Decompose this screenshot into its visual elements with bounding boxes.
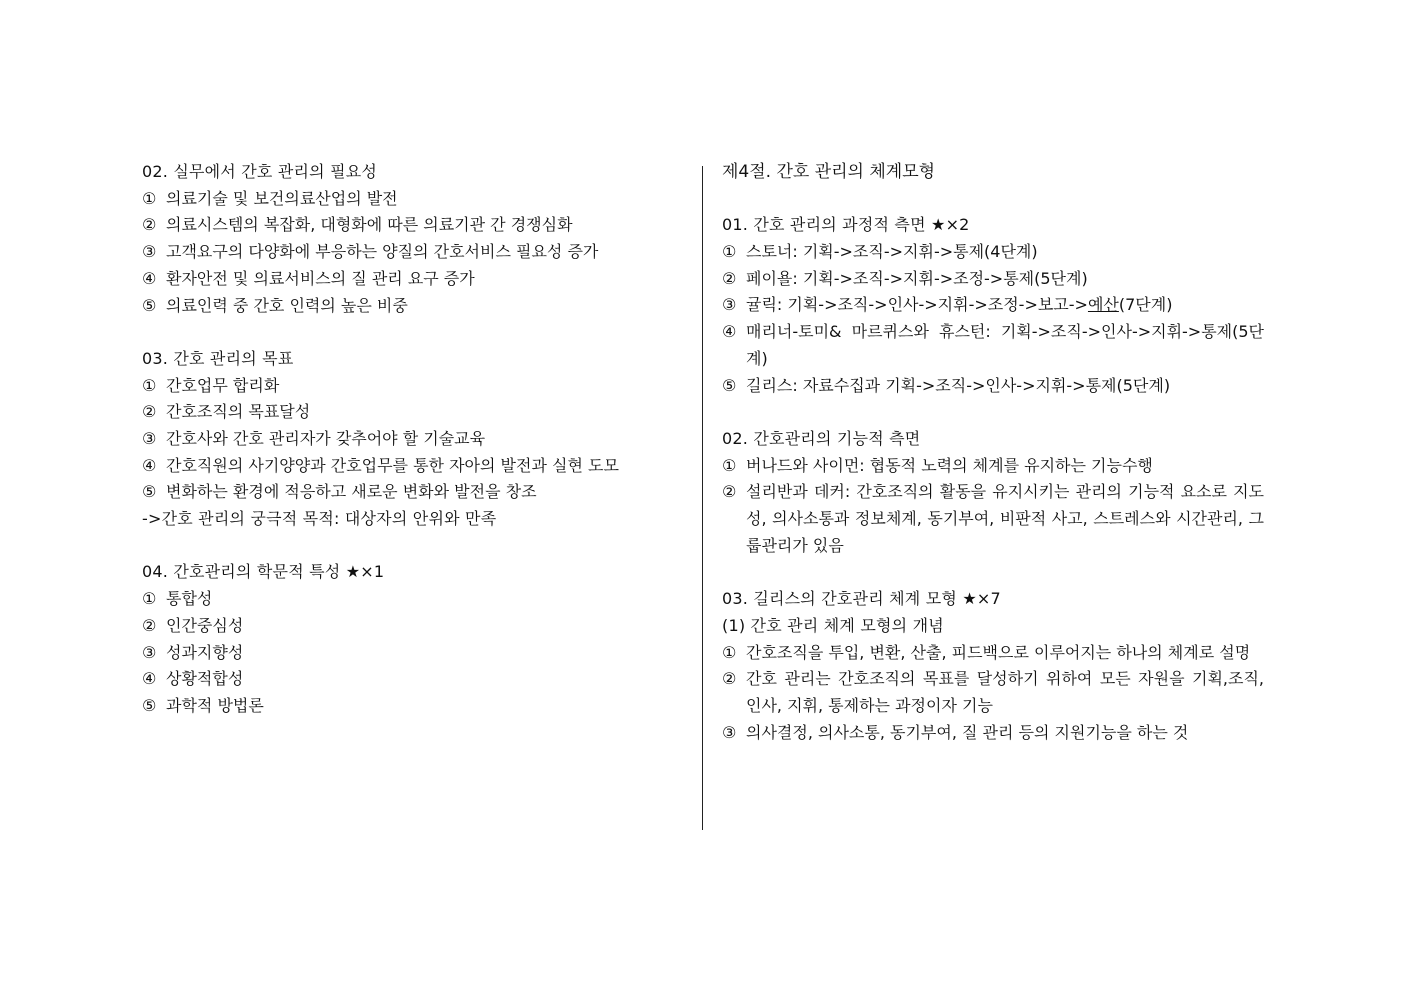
item-number: ③ — [722, 295, 737, 315]
list-item — [142, 373, 687, 400]
item-number: ① — [142, 375, 157, 395]
item-number: ② — [722, 482, 737, 502]
section-heading-academic-traits: 04. 간호관리의 학문적 특성 ★×1 — [142, 562, 385, 582]
spacer — [722, 399, 1264, 426]
list-item — [722, 266, 1264, 293]
list-item — [142, 293, 687, 320]
list-item — [722, 666, 1264, 719]
item-text: 설리반과 데커: 간호조직의 활동을 유지시키는 관리의 기능적 요소로 지도성, 의사소통과 정보체계, 동기부여, 비판적 사고, 스트레스와 시간관리, 그룹관리가 있음 — [746, 482, 1264, 555]
item-number: ① — [142, 188, 157, 208]
item-number: ⑤ — [142, 295, 157, 315]
item-text: 간호 관리는 간호조직의 목표를 달성하기 위하여 모든 자원을 기획,조직, 인사, 지휘, 통제하는 과정이자 기능 — [746, 669, 1264, 715]
item-text: 길리스: 자료수집과 기획->조직->인사->지휘->통제(5단계) — [746, 375, 1171, 395]
list-item — [142, 586, 687, 613]
item-text: 성과지향성 — [166, 642, 244, 662]
item-number: ③ — [722, 722, 737, 742]
item-number: ② — [142, 402, 157, 422]
list-item — [722, 453, 1264, 480]
list-item — [142, 239, 687, 266]
item-number: ① — [722, 242, 737, 262]
item-number: ④ — [142, 455, 157, 475]
section-heading-functional: 02. 간호관리의 기능적 측면 — [722, 428, 921, 448]
left-column — [142, 159, 687, 720]
item-text — [746, 292, 1264, 319]
spacer — [142, 533, 687, 560]
item-number: ② — [142, 215, 157, 235]
list-item — [722, 239, 1264, 266]
section-heading-gillies-model: 03. 길리스의 간호관리 체계 모형 ★×7 — [722, 589, 1001, 609]
chapter-title: 제4절. 간호 관리의 체계모형 — [722, 162, 936, 182]
list-item — [142, 693, 687, 720]
list-item — [142, 212, 687, 239]
item-text: 간호직원의 사기양양과 간호업무를 통한 자아의 발전과 실현 도모 — [166, 455, 619, 475]
list-item — [142, 399, 687, 426]
item-text: 의료기술 및 보건의료산업의 발전 — [166, 188, 398, 208]
item-text: 인간중심성 — [166, 615, 244, 635]
item-text: 고객요구의 다양화에 부응하는 양질의 간호서비스 필요성 증가 — [166, 242, 599, 262]
item-text: 상황적합성 — [166, 669, 244, 689]
spacer — [142, 319, 687, 346]
item-number: ① — [142, 589, 157, 609]
list-item — [142, 426, 687, 453]
goal-note: ->간호 관리의 궁극적 목적: 대상자의 안위와 만족 — [142, 509, 497, 529]
item-number: ⑤ — [142, 482, 157, 502]
spacer — [722, 186, 1264, 213]
list-item — [142, 613, 687, 640]
item-number: ② — [722, 268, 737, 288]
item-number: ④ — [142, 669, 157, 689]
item-number: ③ — [142, 428, 157, 448]
item-text: 의료시스템의 복잡화, 대형화에 따른 의료기관 간 경쟁심화 — [166, 215, 573, 235]
list-item — [142, 453, 687, 480]
item-text: 페이욜: 기획->조직->지휘->조정->통제(5단계) — [746, 268, 1088, 288]
item-text: 간호사와 간호 관리자가 갖추어야 할 기술교육 — [166, 428, 486, 448]
item-text: 스토너: 기획->조직->지휘->통제(4단계) — [746, 242, 1038, 262]
list-item — [722, 292, 1264, 319]
item-text: 의사결정, 의사소통, 동기부여, 질 관리 등의 지원기능을 하는 것 — [746, 722, 1189, 742]
item-text: 통합성 — [166, 589, 213, 609]
column-divider — [702, 166, 703, 830]
section-heading-necessity: 02. 실무에서 간호 관리의 필요성 — [142, 162, 378, 181]
list-item — [142, 186, 687, 213]
item-number: ② — [142, 615, 157, 635]
item-number: ② — [722, 669, 737, 689]
item-number: ⑤ — [142, 695, 157, 715]
list-item — [142, 479, 687, 506]
list-item — [142, 666, 687, 693]
item-number: ③ — [142, 242, 157, 262]
item-text: 간호조직의 목표달성 — [166, 402, 311, 422]
item-number: ④ — [722, 322, 737, 342]
underlined-term: 예산 — [1087, 295, 1119, 315]
item-text: 간호업무 합리화 — [166, 375, 280, 395]
item-text-part: 귤릭: 기획->조직->인사->지휘->조정->보고-> — [746, 295, 1088, 315]
item-text: 매리너-토미& 마르퀴스와 휴스턴: 기획->조직->인사->지휘->통제(5단계) — [746, 322, 1264, 368]
list-item — [142, 266, 687, 293]
item-text: 과학적 방법론 — [166, 695, 264, 715]
subsection-heading: (1) 간호 관리 체계 모형의 개념 — [722, 615, 944, 635]
item-number: ③ — [142, 642, 157, 662]
item-number: ① — [722, 455, 737, 475]
item-number: ① — [722, 642, 737, 662]
item-text: 버나드와 사이먼: 협동적 노력의 체계를 유지하는 기능수행 — [746, 455, 1153, 475]
list-item — [722, 479, 1264, 559]
item-text: 변화하는 환경에 적응하고 새로운 변화와 발전을 창조 — [166, 482, 537, 502]
section-heading-process: 01. 간호 관리의 과정적 측면 ★×2 — [722, 215, 970, 235]
item-number: ⑤ — [722, 375, 737, 395]
list-item — [142, 640, 687, 667]
right-column — [722, 159, 1264, 746]
list-item — [722, 319, 1264, 372]
spacer — [722, 559, 1264, 586]
list-item — [722, 640, 1264, 667]
item-text: 간호조직을 투입, 변환, 산출, 피드백으로 이루어지는 하나의 체계로 설명 — [746, 642, 1251, 662]
list-item — [722, 720, 1264, 747]
item-number: ④ — [142, 268, 157, 288]
item-text: 환자안전 및 의료서비스의 질 관리 요구 증가 — [166, 268, 475, 288]
list-item — [722, 373, 1264, 400]
item-text-part: (7단계) — [1118, 295, 1173, 315]
section-heading-goals: 03. 간호 관리의 목표 — [142, 348, 294, 368]
item-text: 의료인력 중 간호 인력의 높은 비중 — [166, 295, 408, 315]
